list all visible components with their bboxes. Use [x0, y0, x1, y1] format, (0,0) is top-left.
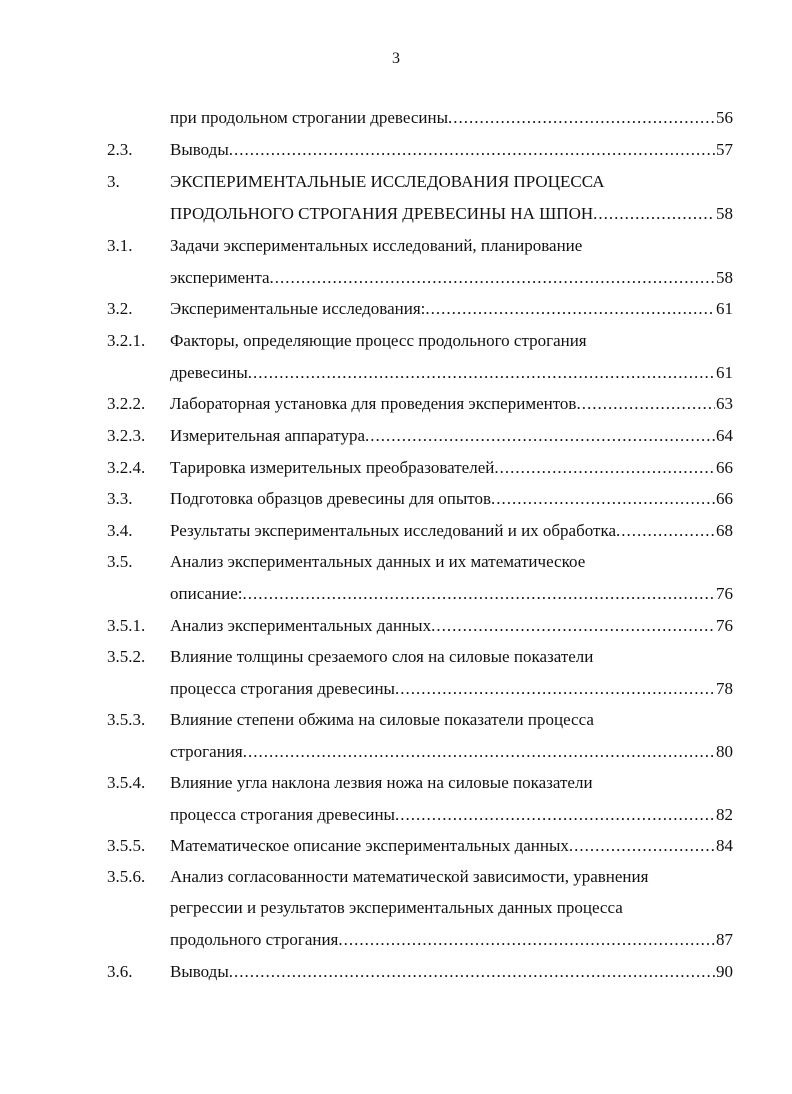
toc-page-number: 63 [716, 394, 733, 413]
toc-section-number: 3. [107, 172, 120, 191]
toc-entry [0, 266, 792, 290]
dot-leader [576, 392, 715, 416]
toc-entry-text [170, 740, 733, 764]
dot-leader [494, 456, 715, 480]
toc-title: Анализ согласованности математической зависимости, уравнения [170, 867, 649, 886]
toc-section-number: 3.1. [107, 236, 133, 255]
toc-section-number: 2.3. [107, 140, 133, 159]
toc-page-number: 56 [716, 108, 733, 127]
toc-section-number: 3.2.3. [107, 426, 146, 445]
dot-leader [395, 677, 715, 701]
toc-title: ПРОДОЛЬНОГО СТРОГАНИЯ ДРЕВЕСИНЫ НА ШПОН [170, 204, 594, 223]
dot-leader [425, 297, 715, 321]
toc-page-number: 61 [716, 363, 733, 382]
toc-page-number: 80 [716, 742, 733, 761]
toc-entry [0, 424, 792, 448]
toc-entry-text [170, 266, 733, 290]
toc-entry-text [170, 677, 733, 701]
page-number: 3 [392, 50, 400, 67]
toc-entry [0, 392, 792, 416]
toc-section-number: 3.2.4. [107, 458, 146, 477]
toc-entry [0, 708, 792, 732]
toc-entry-text [170, 771, 733, 795]
toc-entry [0, 519, 792, 543]
toc-entry [0, 297, 792, 321]
toc-title: Анализ экспериментальных данных [170, 616, 432, 635]
toc-entry [0, 771, 792, 795]
toc-entry [0, 740, 792, 764]
toc-entry-text [170, 928, 733, 952]
toc-page-number: 61 [716, 299, 733, 318]
toc-page-number: 66 [716, 489, 733, 508]
toc-entry-text [170, 487, 733, 511]
toc-page-number: 58 [716, 268, 733, 287]
toc-page-number: 68 [716, 521, 733, 540]
toc-title: Измерительная аппаратура [170, 426, 365, 445]
toc-section-number: 3.2.2. [107, 394, 146, 413]
dot-leader [270, 266, 715, 290]
toc-page-number: 64 [716, 426, 733, 445]
toc-entry [0, 106, 792, 130]
toc-title: Влияние толщины срезаемого слоя на силовые показатели [170, 647, 594, 666]
toc-section-number: 3.5.4. [107, 773, 146, 792]
dot-leader [395, 803, 715, 827]
toc-entry-text [170, 234, 733, 258]
toc-entry-text [170, 297, 733, 321]
toc-entry-text [170, 392, 733, 416]
toc-page-number: 76 [716, 616, 733, 635]
toc-entry [0, 234, 792, 258]
toc-entry-text [170, 519, 733, 543]
toc-title: Математическое описание экспериментальных данных [170, 836, 569, 855]
toc-entry [0, 456, 792, 480]
toc-entry-text [170, 202, 733, 226]
toc-title: Влияние угла наклона лезвия ножа на силовые показатели [170, 773, 593, 792]
toc-section-number: 3.2. [107, 299, 133, 318]
toc-entry-text [170, 170, 733, 194]
toc-entry-text [170, 614, 733, 638]
toc-title: эксперимента [170, 268, 270, 287]
toc-title: Задачи экспериментальных исследований, планирование [170, 236, 583, 255]
toc-entry-text [170, 708, 733, 732]
dot-leader [491, 487, 715, 511]
toc-entry [0, 329, 792, 353]
toc-entry [0, 834, 792, 858]
toc-title: регрессии и результатов экспериментальных данных процесса [170, 898, 623, 917]
toc-entry-text [170, 582, 733, 606]
toc-section-number: 3.5. [107, 552, 133, 571]
toc-section-number: 3.2.1. [107, 331, 146, 350]
toc-page-number: 82 [716, 805, 733, 824]
toc-page-number: 84 [716, 836, 733, 855]
toc-section-number: 3.5.6. [107, 867, 146, 886]
toc-section-number: 3.5.1. [107, 616, 146, 635]
toc-title: описание: [170, 584, 243, 603]
toc-entry [0, 487, 792, 511]
toc-title: Выводы [170, 962, 229, 981]
toc-entry [0, 928, 792, 952]
toc-section-number: 3.4. [107, 521, 133, 540]
toc-page-number: 66 [716, 458, 733, 477]
toc-entry-text [170, 456, 733, 480]
toc-title: при продольном строгании древесины [170, 108, 448, 127]
toc-page-number: 78 [716, 679, 733, 698]
toc-title: Выводы [170, 140, 229, 159]
toc-title: Анализ экспериментальных данных и их математическое [170, 552, 586, 571]
toc-page-number: 87 [716, 930, 733, 949]
toc-title: древесины [170, 363, 248, 382]
toc-title: Подготовка образцов древесины для опытов [170, 489, 492, 508]
toc-entry-text [170, 865, 733, 889]
toc-entry-text [170, 361, 733, 385]
dot-leader [243, 740, 715, 764]
toc-title: процесса строгания древесины [170, 679, 395, 698]
dot-leader [338, 928, 715, 952]
toc-entry-text [170, 424, 733, 448]
dot-leader [431, 614, 715, 638]
toc-title: Влияние степени обжима на силовые показатели процесса [170, 710, 594, 729]
dot-leader [365, 424, 715, 448]
toc-entry-text [170, 106, 733, 130]
toc-title: ЭКСПЕРИМЕНТАЛЬНЫЕ ИССЛЕДОВАНИЯ ПРОЦЕССА [170, 172, 605, 191]
toc-title: Факторы, определяющие процесс продольного строгания [170, 331, 587, 350]
toc-page-number: 58 [716, 204, 733, 223]
toc-title: Тарировка измерительных преобразователей [170, 458, 495, 477]
toc-entry-text [170, 138, 733, 162]
toc-title: Экспериментальные исследования: [170, 299, 426, 318]
toc-entry [0, 361, 792, 385]
toc-page-number: 57 [716, 140, 733, 159]
toc-entry [0, 550, 792, 574]
dot-leader [229, 138, 715, 162]
toc-title: Лабораторная установка для проведения экспериментов [170, 394, 577, 413]
toc-entry-text [170, 550, 733, 574]
toc-title: строгания [170, 742, 243, 761]
dot-leader [593, 202, 715, 226]
toc-section-number: 3.5.5. [107, 836, 146, 855]
dot-leader [569, 834, 715, 858]
toc-entry-text [170, 834, 733, 858]
dot-leader [448, 106, 715, 130]
toc-entry-text [170, 803, 733, 827]
toc-entry [0, 645, 792, 669]
toc-page-number: 90 [716, 962, 733, 981]
toc-section-number: 3.5.3. [107, 710, 146, 729]
dot-leader [616, 519, 715, 543]
toc-entry [0, 677, 792, 701]
toc-title: продольного строгания [170, 930, 339, 949]
toc-entry [0, 614, 792, 638]
toc-entry [0, 960, 792, 984]
toc-entry-text [170, 329, 733, 353]
toc-title: Результаты экспериментальных исследований и их обработка [170, 521, 617, 540]
toc-entry-text [170, 896, 733, 920]
toc-entry [0, 202, 792, 226]
toc-section-number: 3.5.2. [107, 647, 146, 666]
toc-page-number: 76 [716, 584, 733, 603]
dot-leader [242, 582, 715, 606]
toc-entry-text [170, 645, 733, 669]
toc-entry-text [170, 960, 733, 984]
toc-entry [0, 582, 792, 606]
toc-section-number: 3.3. [107, 489, 133, 508]
toc-entry [0, 138, 792, 162]
toc-entry [0, 896, 792, 920]
toc-entry [0, 170, 792, 194]
toc-title: процесса строгания древесины [170, 805, 395, 824]
dot-leader [248, 361, 715, 385]
toc-entry [0, 803, 792, 827]
toc-section-number: 3.6. [107, 962, 133, 981]
dot-leader [229, 960, 715, 984]
toc-entry [0, 865, 792, 889]
